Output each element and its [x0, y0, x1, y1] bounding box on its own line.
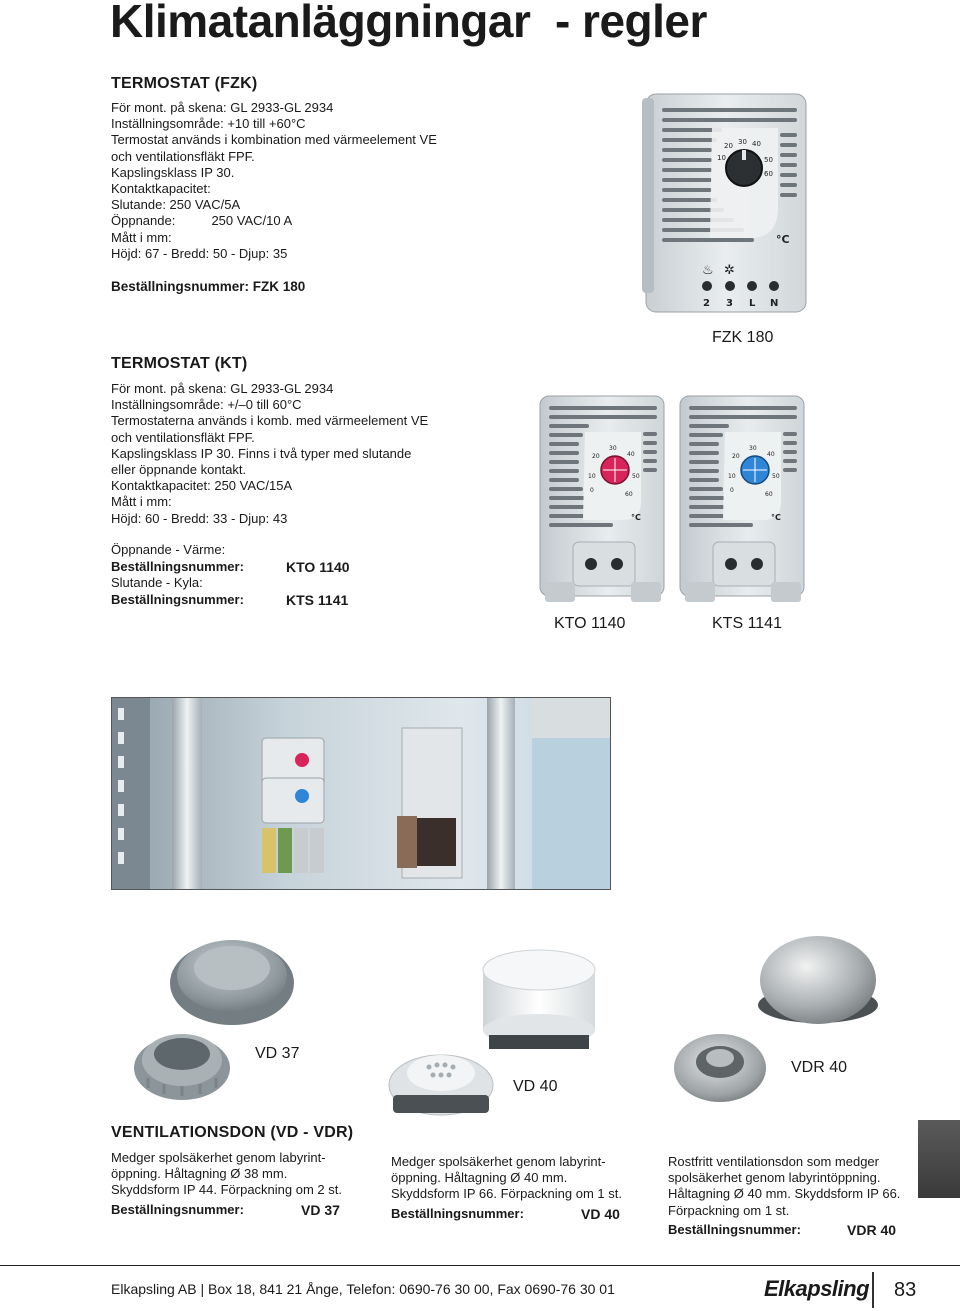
kt-spec-line: Mått i mm:: [111, 494, 172, 510]
vd-40-order: [391, 1206, 620, 1222]
fzk-spec-line: Öppnande: 250 VAC/10 A: [111, 213, 293, 229]
kto-1140-thermostat-image: [535, 392, 670, 607]
vd-40-order-value: VD 40: [581, 1206, 620, 1222]
heater-symbol-icon: ♨: [702, 263, 714, 278]
kt-order-row-label: Beställningsnummer:: [111, 558, 244, 574]
fzk-spec-line: Termostat används i kombination med värmeelement VE: [111, 132, 437, 148]
vd-37-vent-image: [120, 928, 300, 1108]
footer-contact-info: Elkapsling AB | Box 18, 841 21 Ånge, Telefon: 0690-76 30 00, Fax 0690-76 30 01: [111, 1281, 615, 1297]
kts-1141-thermostat-image: [675, 392, 810, 607]
terminal-label: N: [770, 298, 779, 309]
fzk-spec-line: Slutande: 250 VAC/5A: [111, 197, 241, 213]
fzk-spec-line: Höjd: 67 - Bredd: 50 - Djup: 35: [111, 245, 288, 261]
logo-separator: [872, 1272, 874, 1308]
fzk-180-thermostat-image: [640, 88, 815, 316]
kt-spec-line: För mont. på skena: GL 2933-GL 2934: [111, 381, 334, 396]
vdr-40-order-value: VDR 40: [847, 1222, 897, 1238]
kt-spec-line: Kontaktkapacitet: 250 VAC/15A: [111, 478, 293, 494]
vd-37-description-line: öppning. Håltagning Ø 38 mm.: [111, 1166, 288, 1182]
kt-order-row: [111, 575, 350, 592]
kts-dial-label: 20: [732, 453, 740, 460]
kto-dial-label: 50: [632, 473, 640, 480]
kt-order-row-label: Slutande - Kyla:: [111, 575, 203, 590]
fzk-unit-label: °C: [776, 233, 790, 246]
vdr-40-description-line: Håltagning Ø 40 mm. Skyddsform IP 66.: [668, 1186, 901, 1202]
kt-heading: TERMOSTAT (KT): [111, 355, 248, 372]
vdr-40-label: VDR 40: [791, 1059, 848, 1076]
vdr-40-order-label: Beställningsnummer:: [668, 1222, 801, 1237]
kt-order-row-label: Öppnande - Värme:: [111, 542, 226, 557]
section-tab-marker: [918, 1120, 960, 1198]
page-number: 83: [894, 1279, 917, 1301]
terminal-label: L: [749, 298, 756, 309]
kto-caption: KTO 1140: [554, 615, 626, 632]
kt-spec-line: Kapslingsklass IP 30. Finns i två typer med slutande: [111, 445, 412, 461]
vdr-40-vent-image: [668, 930, 888, 1110]
kto-dial-label: 40: [627, 451, 635, 458]
kts-dial-label: 50: [772, 473, 780, 480]
vent-heading: VENTILATIONSDON (VD - VDR): [111, 1124, 354, 1141]
kt-spec-line: Inställningsområde: +/–0 till 60°C: [111, 397, 302, 413]
kt-spec-line: eller öppnande kontakt.: [111, 462, 247, 478]
vd-37-description-line: Skyddsform IP 44. Förpackning om 2 st.: [111, 1182, 342, 1198]
fzk-spec-line: och ventilationsfläkt FPF.: [111, 148, 255, 164]
kts-unit-label: °C: [771, 513, 781, 522]
fzk-spec-line: Kontaktkapacitet:: [111, 181, 211, 197]
fzk-dial-label: 30: [738, 138, 747, 146]
fan-symbol-icon: ✲: [724, 263, 735, 278]
vd-37-description: [111, 1150, 342, 1199]
kt-order-row: [111, 592, 350, 609]
vd-40-description-line: Medger spolsäkerhet genom labyrint-: [391, 1154, 606, 1169]
elkapsling-logo: Elkapsling: [764, 1276, 870, 1301]
cabinet-installation-photo: [111, 697, 611, 890]
kto-dial-label: 30: [609, 445, 617, 452]
kts-dial-label: 60: [765, 491, 773, 498]
kto-unit-label: °C: [631, 513, 641, 522]
kt-order-row-label: Beställningsnummer:: [111, 591, 244, 607]
vd-40-description-line: Skyddsform IP 66. Förpackning om 1 st.: [391, 1186, 622, 1202]
kt-order-row-value: KTO 1140: [286, 558, 350, 575]
kts-dial-label: 30: [749, 445, 757, 452]
footer-divider: [0, 1265, 960, 1266]
kt-spec-line: Termostaterna används i komb. med värmeelement VE: [111, 413, 429, 429]
kts-dial-label: 0: [730, 487, 734, 494]
fzk-dial-label: 50: [764, 156, 773, 164]
kto-dial-label: 0: [590, 487, 594, 494]
vd-37-order: [111, 1202, 340, 1218]
kto-dial-label: 10: [588, 473, 596, 480]
vdr-40-description-line: Förpackning om 1 st.: [668, 1202, 790, 1218]
terminal-label: 3: [726, 298, 733, 309]
fzk-spec-line: Kapslingsklass IP 30.: [111, 164, 235, 180]
fzk-heading: TERMOSTAT (FZK): [111, 75, 258, 92]
fzk-dial-label: 60: [764, 170, 773, 178]
vdr-40-description-line: Rostfritt ventilationsdon som medger: [668, 1154, 879, 1169]
kt-order-row-value: KTS 1141: [286, 591, 349, 608]
fzk-spec-line: För mont. på skena: GL 2933-GL 2934: [111, 100, 334, 115]
kts-dial-label: 40: [767, 451, 775, 458]
kt-spec-line: och ventilationsfläkt FPF.: [111, 429, 255, 445]
vd-37-order-label: Beställningsnummer:: [111, 1202, 244, 1217]
vd-37-description-line: Medger spolsäkerhet genom labyrint-: [111, 1150, 326, 1165]
kto-dial-label: 20: [592, 453, 600, 460]
page-title: Klimatanläggningar - regler: [110, 0, 707, 47]
kt-order-row: [111, 542, 350, 559]
vdr-40-order: [668, 1222, 896, 1238]
kt-spec-list: [111, 381, 428, 527]
kto-dial-label: 60: [625, 491, 633, 498]
fzk-dial-label: 40: [752, 140, 761, 148]
vd-37-label: VD 37: [255, 1045, 300, 1062]
fzk-spec-list: [111, 100, 437, 262]
kt-order-row: [111, 559, 350, 576]
vd-40-order-label: Beställningsnummer:: [391, 1206, 524, 1221]
fzk-spec-line: Mått i mm:: [111, 229, 172, 245]
kt-spec-line: Höjd: 60 - Bredd: 33 - Djup: 43: [111, 510, 288, 526]
vd-40-description: [391, 1154, 622, 1203]
vdr-40-description: [668, 1154, 900, 1219]
kts-caption: KTS 1141: [712, 615, 782, 632]
fzk-order-number: Beställningsnummer: FZK 180: [111, 279, 306, 294]
vd-40-vent-image: [385, 935, 600, 1130]
fzk-dial-label: 20: [724, 142, 733, 150]
kts-dial-label: 10: [728, 473, 736, 480]
terminal-label: 2: [703, 298, 710, 309]
fzk-caption: FZK 180: [712, 329, 774, 346]
fzk-spec-line: Inställningsområde: +10 till +60°C: [111, 116, 306, 132]
vd-37-order-value: VD 37: [301, 1202, 340, 1218]
vd-40-description-line: öppning. Håltagning Ø 40 mm.: [391, 1170, 568, 1186]
vd-40-label: VD 40: [513, 1078, 558, 1095]
fzk-dial-label: 10: [717, 154, 726, 162]
vdr-40-description-line: spolsäkerhet genom labyrintöppning.: [668, 1170, 881, 1186]
kt-order-table: [111, 542, 350, 608]
